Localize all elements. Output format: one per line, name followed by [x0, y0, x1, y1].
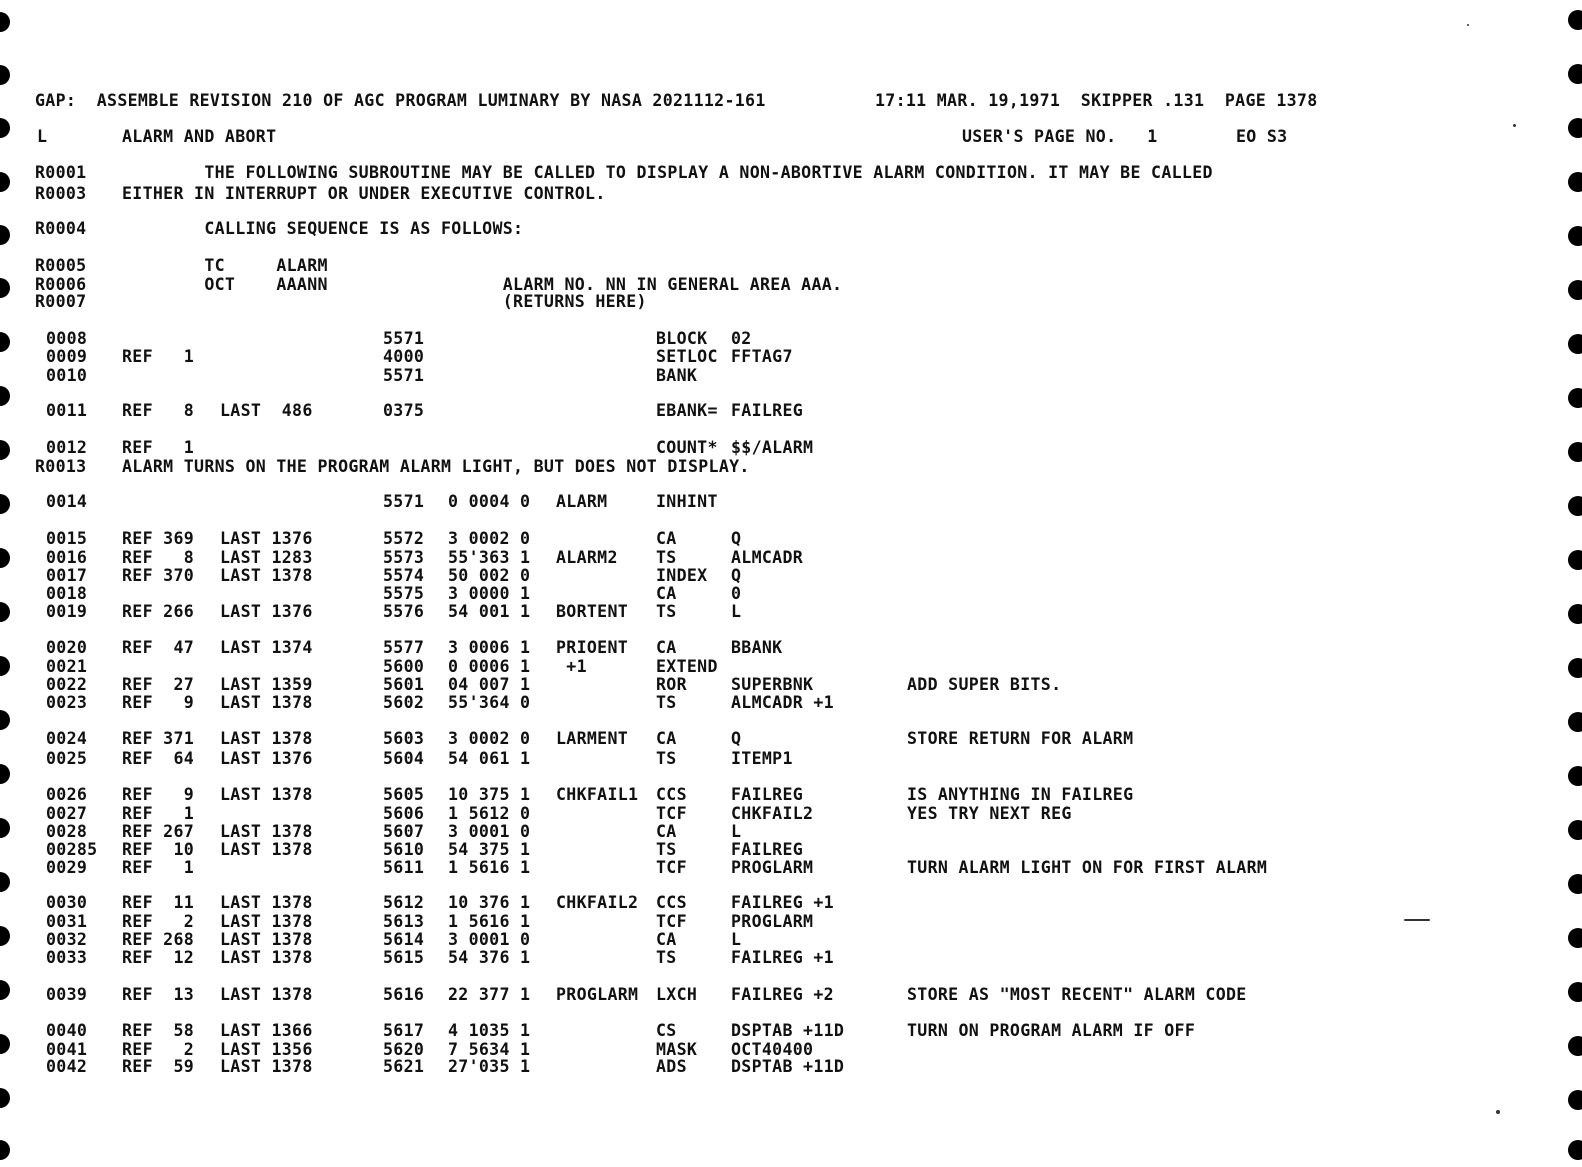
- line-number: 0026: [46, 785, 88, 804]
- remark-id: R0006: [35, 275, 87, 294]
- line-number: 0039: [46, 985, 88, 1004]
- opcode: EXTEND: [656, 657, 718, 676]
- line-number: 0014: [46, 492, 88, 511]
- last-ref: LAST 1376: [220, 749, 313, 768]
- ref-count: REF 370: [122, 566, 195, 585]
- ref-count: REF 58: [122, 1021, 195, 1040]
- ref-count: REF 8: [122, 401, 195, 420]
- octal-code: 55'363 1: [448, 548, 531, 567]
- line-number: 0020: [46, 638, 88, 657]
- address: 5615: [383, 948, 425, 967]
- assembly-title: GAP: ASSEMBLE REVISION 210 OF AGC PROGRAM LUMINARY BY NASA 2021112-161: [35, 91, 766, 110]
- octal-code: 3 0001 0: [448, 822, 531, 841]
- sprocket-hole: [0, 12, 10, 32]
- address: 5613: [383, 912, 425, 931]
- opcode: TS: [656, 840, 677, 859]
- octal-code: 27'035 1: [448, 1057, 531, 1076]
- ref-count: REF 13: [122, 985, 195, 1004]
- sprocket-hole: [0, 926, 10, 946]
- symbol-label: ALARM2: [556, 548, 618, 567]
- octal-code: 54 376 1: [448, 948, 531, 967]
- line-number: 0018: [46, 584, 88, 603]
- last-ref: LAST 1378: [220, 729, 313, 748]
- paper-speck: [1513, 124, 1516, 127]
- operand: Q: [731, 529, 742, 548]
- comment: STORE RETURN FOR ALARM: [907, 729, 1134, 748]
- opcode: CS: [656, 1021, 677, 1040]
- sprocket-hole: [1568, 550, 1582, 570]
- ref-count: REF 8: [122, 548, 195, 567]
- log-code: L: [37, 127, 48, 146]
- last-ref: LAST 1376: [220, 529, 313, 548]
- line-number: 0041: [46, 1040, 88, 1059]
- sprocket-hole: [0, 548, 10, 568]
- line-number: 0016: [46, 548, 88, 567]
- paper-speck: [1404, 919, 1430, 921]
- opcode: INHINT: [656, 492, 718, 511]
- opcode: COUNT*: [656, 438, 718, 457]
- address: 5571: [383, 329, 425, 348]
- symbol-label: LARMENT: [556, 729, 629, 748]
- opcode: CCS: [656, 893, 687, 912]
- line-number: 0025: [46, 749, 88, 768]
- octal-code: 3 0006 1: [448, 638, 531, 657]
- last-ref: LAST 1378: [220, 912, 313, 931]
- address: 5603: [383, 729, 425, 748]
- operand: L: [731, 930, 742, 949]
- line-number: 0015: [46, 529, 88, 548]
- ref-count: REF 9: [122, 785, 195, 804]
- sprocket-hole: [0, 65, 10, 85]
- last-ref: LAST 1283: [220, 548, 313, 567]
- operand: FAILREG: [731, 840, 804, 859]
- remark-text: OCT AAANN ALARM NO. NN IN GENERAL AREA AAA.: [122, 275, 843, 294]
- last-ref: LAST 1378: [220, 785, 313, 804]
- remark-text: TC ALARM: [122, 256, 328, 275]
- operand: FAILREG +1: [731, 893, 834, 912]
- address: 5604: [383, 749, 425, 768]
- operand: PROGLARM: [731, 912, 814, 931]
- remark-text: (RETURNS HERE): [122, 292, 647, 311]
- eo-code: EO S3: [1236, 127, 1288, 146]
- sprocket-hole: [0, 872, 10, 892]
- ref-count: REF 267: [122, 822, 195, 841]
- operand: DSPTAB +11D: [731, 1021, 845, 1040]
- opcode: CA: [656, 729, 677, 748]
- remark-text: CALLING SEQUENCE IS AS FOLLOWS:: [122, 219, 524, 238]
- sprocket-hole: [0, 386, 10, 406]
- line-number: 0029: [46, 858, 88, 877]
- operand: FAILREG: [731, 785, 804, 804]
- sprocket-hole: [0, 1088, 10, 1108]
- opcode: INDEX: [656, 566, 708, 585]
- ref-count: REF 10: [122, 840, 195, 859]
- address: 5611: [383, 858, 425, 877]
- line-number: 0009: [46, 347, 88, 366]
- symbol-label: CHKFAIL2: [556, 893, 639, 912]
- opcode: CA: [656, 529, 677, 548]
- sprocket-hole: [1568, 604, 1582, 624]
- last-ref: LAST 1378: [220, 1057, 313, 1076]
- sprocket-hole: [0, 1140, 10, 1160]
- line-number: 0010: [46, 366, 88, 385]
- opcode: ROR: [656, 675, 687, 694]
- opcode: EBANK=: [656, 401, 718, 420]
- opcode: CA: [656, 822, 677, 841]
- octal-code: 7 5634 1: [448, 1040, 531, 1059]
- remark-id: R0005: [35, 256, 87, 275]
- comment: TURN ON PROGRAM ALARM IF OFF: [907, 1021, 1196, 1040]
- octal-code: 54 375 1: [448, 840, 531, 859]
- last-ref: LAST 1378: [220, 948, 313, 967]
- address: 5601: [383, 675, 425, 694]
- operand: ALMCADR: [731, 548, 804, 567]
- ref-count: REF 2: [122, 1040, 195, 1059]
- ref-count: REF 1: [122, 804, 195, 823]
- octal-code: 54 061 1: [448, 749, 531, 768]
- sprocket-hole: [1568, 280, 1582, 300]
- line-number: 0024: [46, 729, 88, 748]
- sprocket-hole: [1568, 388, 1582, 408]
- address: 5571: [383, 492, 425, 511]
- sprocket-hole: [1568, 496, 1582, 516]
- address: 5602: [383, 693, 425, 712]
- right-sprocket-strip: [1568, 0, 1582, 1167]
- ref-count: REF 371: [122, 729, 195, 748]
- address: 5612: [383, 893, 425, 912]
- ref-count: REF 266: [122, 602, 195, 621]
- comment: STORE AS "MOST RECENT" ALARM CODE: [907, 985, 1247, 1004]
- sprocket-hole: [0, 602, 10, 622]
- sprocket-hole: [0, 818, 10, 838]
- operand: Q: [731, 729, 742, 748]
- octal-code: 04 007 1: [448, 675, 531, 694]
- sprocket-hole: [1568, 172, 1582, 192]
- remark-id: R0003: [35, 184, 87, 203]
- address: 5617: [383, 1021, 425, 1040]
- address: 5610: [383, 840, 425, 859]
- opcode: MASK: [656, 1040, 698, 1059]
- symbol-label: ALARM: [556, 492, 608, 511]
- line-number: 0012: [46, 438, 88, 457]
- operand: ITEMP1: [731, 749, 793, 768]
- ref-count: REF 9: [122, 693, 195, 712]
- ref-count: REF 369: [122, 529, 195, 548]
- last-ref: LAST 1378: [220, 985, 313, 1004]
- operand: DSPTAB +11D: [731, 1057, 845, 1076]
- line-number: 0033: [46, 948, 88, 967]
- operand: SUPERBNK: [731, 675, 814, 694]
- remark-id: R0004: [35, 219, 87, 238]
- opcode: TS: [656, 749, 677, 768]
- sprocket-hole: [1568, 820, 1582, 840]
- operand: L: [731, 822, 742, 841]
- octal-code: 22 377 1: [448, 985, 531, 1004]
- operand: $$/ALARM: [731, 438, 814, 457]
- sprocket-hole: [0, 710, 10, 730]
- sprocket-hole: [0, 440, 10, 460]
- opcode: TS: [656, 693, 677, 712]
- octal-code: 50 002 0: [448, 566, 531, 585]
- operand: 0: [731, 584, 742, 603]
- sprocket-hole: [1568, 442, 1582, 462]
- line-number: 0011: [46, 401, 88, 420]
- sprocket-hole: [1568, 874, 1582, 894]
- ref-count: REF 1: [122, 858, 195, 877]
- address: 5605: [383, 785, 425, 804]
- line-number: 0022: [46, 675, 88, 694]
- octal-code: 1 5612 0: [448, 804, 531, 823]
- sprocket-hole: [1568, 10, 1582, 30]
- octal-code: 3 0002 0: [448, 729, 531, 748]
- operand: 02: [731, 329, 752, 348]
- address: 5621: [383, 1057, 425, 1076]
- opcode: CA: [656, 638, 677, 657]
- sprocket-hole: [1568, 1140, 1582, 1160]
- line-number: 0008: [46, 329, 88, 348]
- sprocket-hole: [1568, 928, 1582, 948]
- operand: BBANK: [731, 638, 783, 657]
- operand: FAILREG +1: [731, 948, 834, 967]
- comment: ADD SUPER BITS.: [907, 675, 1062, 694]
- address: 5606: [383, 804, 425, 823]
- ref-count: REF 64: [122, 749, 195, 768]
- octal-code: 4 1035 1: [448, 1021, 531, 1040]
- paper-speck: [1496, 1110, 1500, 1114]
- line-number: 00285: [46, 840, 98, 859]
- sprocket-hole: [0, 656, 10, 676]
- sprocket-hole: [1568, 982, 1582, 1002]
- address: 0375: [383, 401, 425, 420]
- address: 5574: [383, 566, 425, 585]
- last-ref: LAST 1378: [220, 930, 313, 949]
- symbol-label: CHKFAIL1: [556, 785, 639, 804]
- address: 5572: [383, 529, 425, 548]
- octal-code: 3 0001 0: [448, 930, 531, 949]
- line-number: 0027: [46, 804, 88, 823]
- opcode: CCS: [656, 785, 687, 804]
- opcode: ADS: [656, 1057, 687, 1076]
- symbol-label: PROGLARM: [556, 985, 639, 1004]
- address: 4000: [383, 347, 425, 366]
- comment: YES TRY NEXT REG: [907, 804, 1072, 823]
- address: 5616: [383, 985, 425, 1004]
- address: 5600: [383, 657, 425, 676]
- comment: TURN ALARM LIGHT ON FOR FIRST ALARM: [907, 858, 1268, 877]
- sprocket-hole: [1568, 334, 1582, 354]
- line-number: 0042: [46, 1057, 88, 1076]
- last-ref: LAST 1378: [220, 893, 313, 912]
- last-ref: LAST 1378: [220, 840, 313, 859]
- remark-id: R0001: [35, 163, 87, 182]
- section-title: ALARM AND ABORT: [122, 127, 277, 146]
- octal-code: 1 5616 1: [448, 858, 531, 877]
- operand: L: [731, 602, 742, 621]
- operand: CHKFAIL2: [731, 804, 814, 823]
- ref-count: REF 11: [122, 893, 195, 912]
- sprocket-hole: [1568, 118, 1582, 138]
- last-ref: LAST 1374: [220, 638, 313, 657]
- remark-text: THE FOLLOWING SUBROUTINE MAY BE CALLED TO DISPLAY A NON-ABORTIVE ALARM CONDITION. IT MAY BE CALLED: [122, 163, 1213, 182]
- last-ref: LAST 1378: [220, 566, 313, 585]
- address: 5576: [383, 602, 425, 621]
- ref-count: REF 47: [122, 638, 195, 657]
- sprocket-hole: [1568, 1090, 1582, 1110]
- opcode: BLOCK: [656, 329, 708, 348]
- opcode: CA: [656, 584, 677, 603]
- sprocket-hole: [0, 1034, 10, 1054]
- opcode: TCF: [656, 912, 687, 931]
- remark-text: EITHER IN INTERRUPT OR UNDER EXECUTIVE CONTROL.: [122, 184, 606, 203]
- last-ref: LAST 1359: [220, 675, 313, 694]
- line-number: 0017: [46, 566, 88, 585]
- address: 5577: [383, 638, 425, 657]
- comment: IS ANYTHING IN FAILREG: [907, 785, 1134, 804]
- opcode: TCF: [656, 804, 687, 823]
- ref-count: REF 1: [122, 438, 195, 457]
- line-number: 0030: [46, 893, 88, 912]
- address: 5575: [383, 584, 425, 603]
- octal-code: 1 5616 1: [448, 912, 531, 931]
- sprocket-hole: [0, 764, 10, 784]
- operand: FFTAG7: [731, 347, 793, 366]
- sprocket-hole: [1568, 1036, 1582, 1056]
- ref-count: REF 268: [122, 930, 195, 949]
- last-ref: LAST 1366: [220, 1021, 313, 1040]
- line-number: 0032: [46, 930, 88, 949]
- ref-count: REF 2: [122, 912, 195, 931]
- ref-count: REF 27: [122, 675, 195, 694]
- ref-count: REF 1: [122, 347, 195, 366]
- operand: FAILREG +2: [731, 985, 834, 1004]
- operand: Q: [731, 566, 742, 585]
- opcode: TS: [656, 948, 677, 967]
- remark-id: R0007: [35, 292, 87, 311]
- octal-code: 3 0000 1: [448, 584, 531, 603]
- address: 5571: [383, 366, 425, 385]
- users-page-number: USER'S PAGE NO. 1: [962, 127, 1158, 146]
- sprocket-hole: [1568, 712, 1582, 732]
- sprocket-hole: [1568, 658, 1582, 678]
- line-number: 0028: [46, 822, 88, 841]
- line-number: 0023: [46, 693, 88, 712]
- octal-code: 0 0004 0: [448, 492, 531, 511]
- address: 5620: [383, 1040, 425, 1059]
- symbol-label: +1: [556, 657, 587, 676]
- line-number: 0031: [46, 912, 88, 931]
- opcode: TCF: [656, 858, 687, 877]
- octal-code: 54 001 1: [448, 602, 531, 621]
- symbol-label: PRIOENT: [556, 638, 629, 657]
- print-date-page: 17:11 MAR. 19,1971 SKIPPER .131 PAGE 1378: [875, 91, 1318, 110]
- octal-code: 55'364 0: [448, 693, 531, 712]
- sprocket-hole: [1568, 226, 1582, 246]
- sprocket-hole: [0, 980, 10, 1000]
- opcode: TS: [656, 602, 677, 621]
- line-number: 0019: [46, 602, 88, 621]
- last-ref: LAST 1356: [220, 1040, 313, 1059]
- octal-code: 0 0006 1: [448, 657, 531, 676]
- remark-id: R0013: [35, 457, 87, 476]
- operand: PROGLARM: [731, 858, 814, 877]
- opcode: LXCH: [656, 985, 698, 1004]
- paper-speck: [1467, 24, 1469, 26]
- opcode: SETLOC: [656, 347, 718, 366]
- last-ref: LAST 1376: [220, 602, 313, 621]
- opcode: CA: [656, 930, 677, 949]
- opcode: TS: [656, 548, 677, 567]
- last-ref: LAST 1378: [220, 693, 313, 712]
- octal-code: 3 0002 0: [448, 529, 531, 548]
- sprocket-hole: [1568, 766, 1582, 786]
- address: 5614: [383, 930, 425, 949]
- sprocket-hole: [1568, 64, 1582, 84]
- operand: ALMCADR +1: [731, 693, 834, 712]
- octal-code: 10 376 1: [448, 893, 531, 912]
- line-number: 0021: [46, 657, 88, 676]
- remark-text: ALARM TURNS ON THE PROGRAM ALARM LIGHT, BUT DOES NOT DISPLAY.: [122, 457, 750, 476]
- symbol-label: BORTENT: [556, 602, 629, 621]
- ref-count: REF 12: [122, 948, 195, 967]
- operand: OCT40400: [731, 1040, 814, 1059]
- opcode: BANK: [656, 366, 698, 385]
- address: 5573: [383, 548, 425, 567]
- last-ref: LAST 486: [220, 401, 313, 420]
- octal-code: 10 375 1: [448, 785, 531, 804]
- ref-count: REF 59: [122, 1057, 195, 1076]
- address: 5607: [383, 822, 425, 841]
- last-ref: LAST 1378: [220, 822, 313, 841]
- line-number: 0040: [46, 1021, 88, 1040]
- operand: FAILREG: [731, 401, 804, 420]
